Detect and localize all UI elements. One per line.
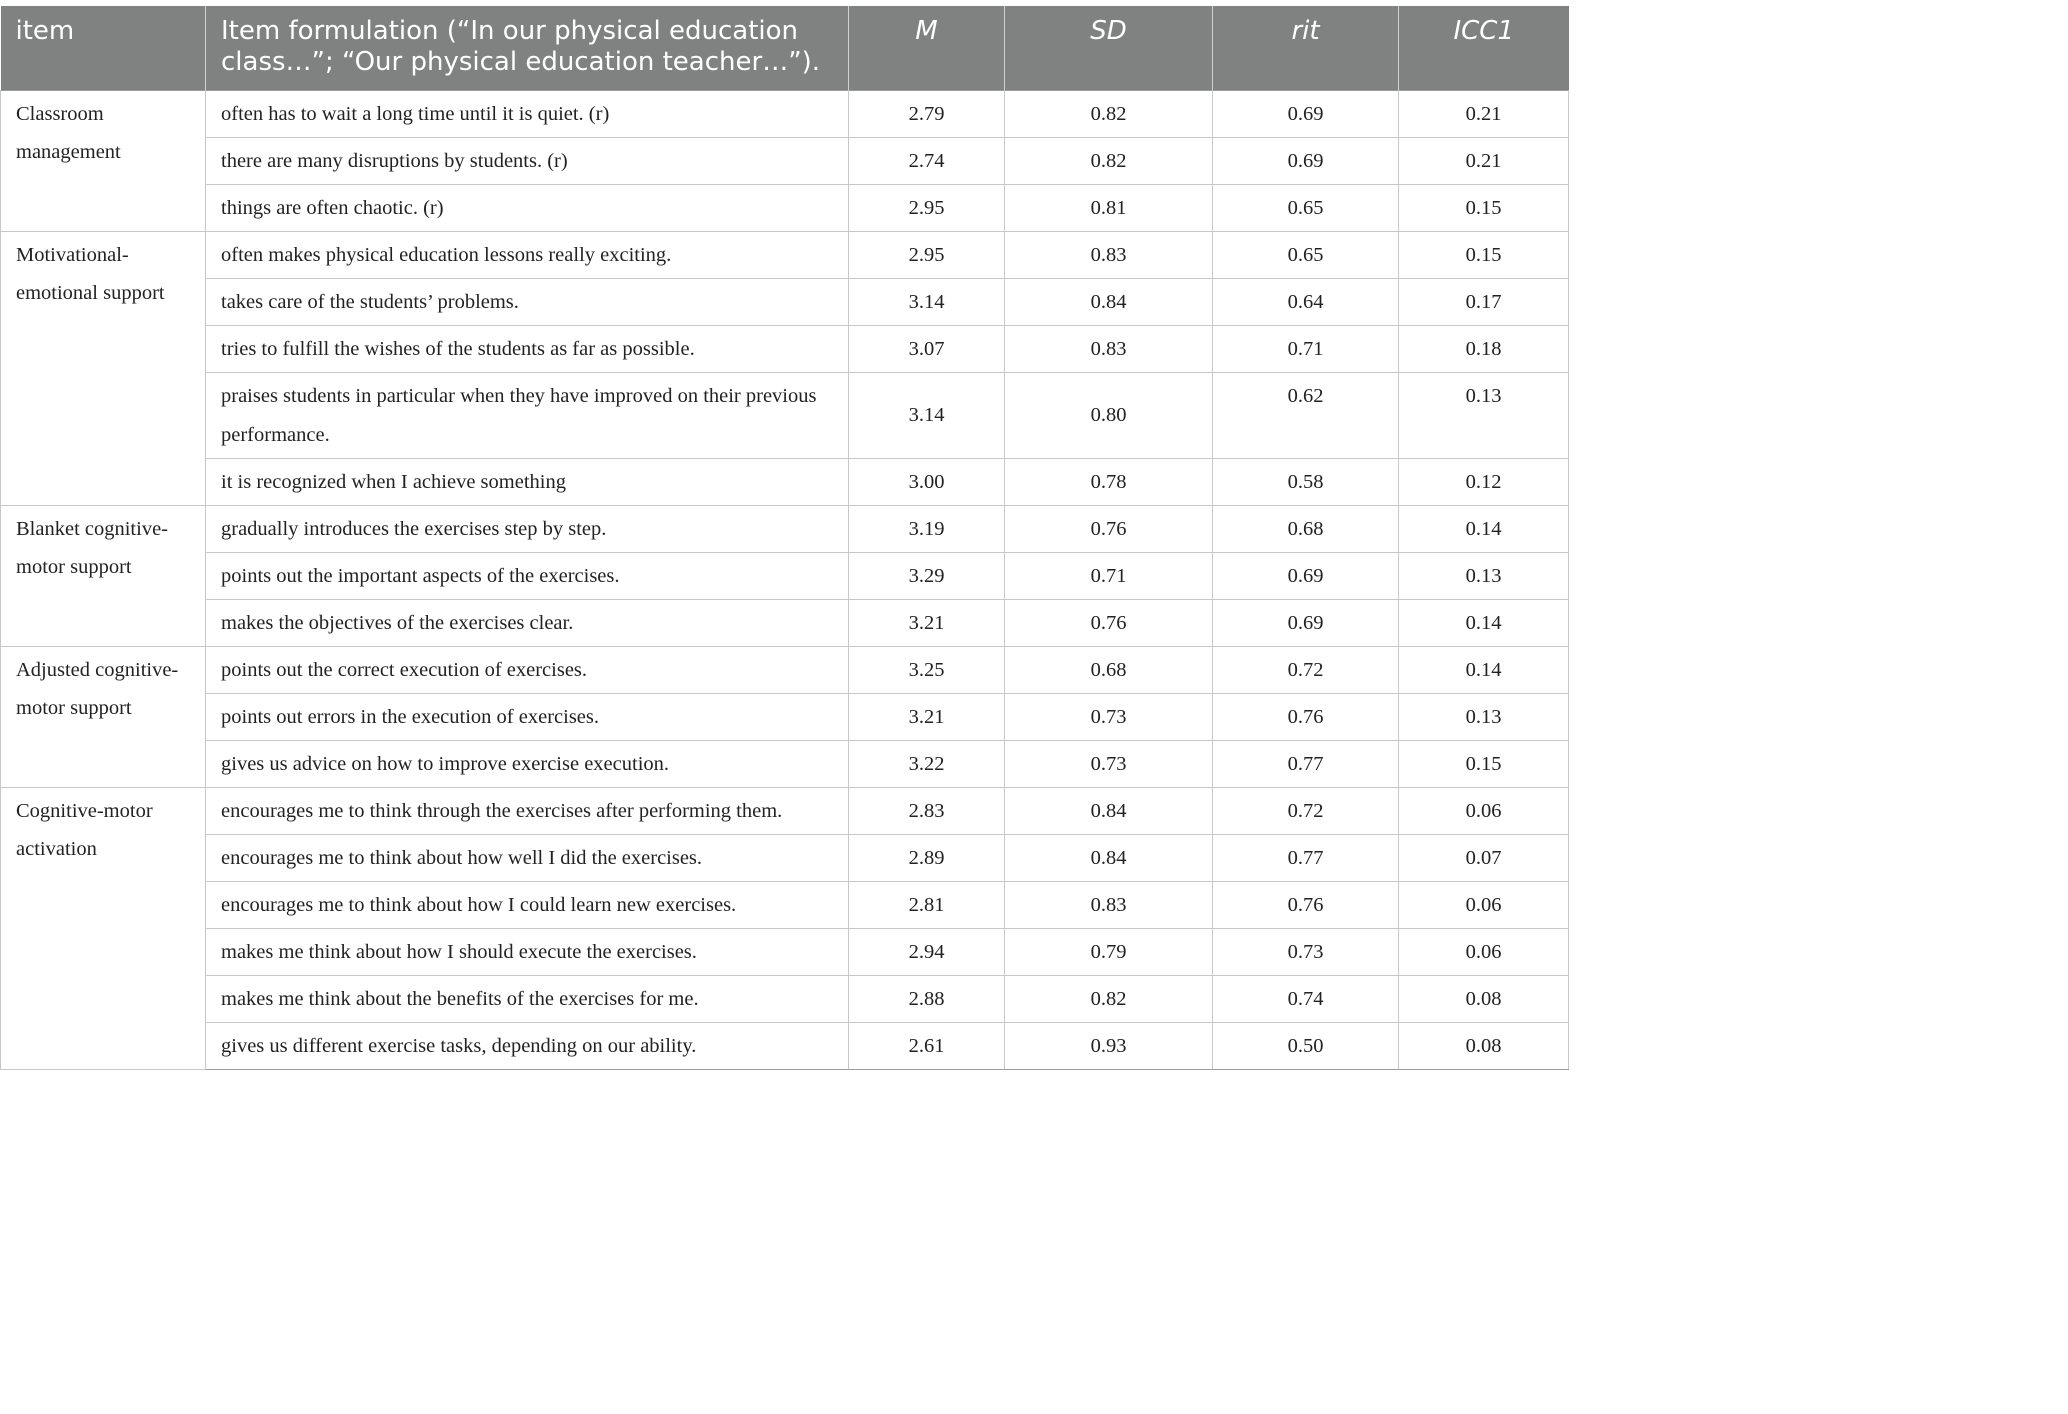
- value-m: 3.07: [849, 325, 1005, 372]
- table-row: [1, 231, 1569, 278]
- value-rit: 0.58: [1213, 458, 1399, 505]
- value-rit: 0.50: [1213, 1022, 1399, 1069]
- table-row: [1, 928, 1569, 975]
- item-formulation: makes me think about the benefits of the exercises for me.: [206, 975, 849, 1022]
- value-rit: 0.65: [1213, 184, 1399, 231]
- item-statistics-table: [0, 6, 1569, 1070]
- header-row: [1, 6, 1569, 90]
- value-sd: 0.81: [1005, 184, 1213, 231]
- table-row: [1, 278, 1569, 325]
- value-sd: 0.84: [1005, 834, 1213, 881]
- item-formulation: makes me think about how I should execute the exercises.: [206, 928, 849, 975]
- table-row: [1, 693, 1569, 740]
- value-m: 2.94: [849, 928, 1005, 975]
- item-formulation: tries to fulfill the wishes of the students as far as possible.: [206, 325, 849, 372]
- value-m: 2.83: [849, 787, 1005, 834]
- table-row: [1, 372, 1569, 458]
- value-sd: 0.84: [1005, 787, 1213, 834]
- table-row: [1, 881, 1569, 928]
- table-row: [1, 505, 1569, 552]
- value-rit: 0.76: [1213, 693, 1399, 740]
- table-row: [1, 599, 1569, 646]
- item-formulation: there are many disruptions by students. (r): [206, 137, 849, 184]
- item-formulation: things are often chaotic. (r): [206, 184, 849, 231]
- table-row: [1, 646, 1569, 693]
- value-icc1: 0.18: [1399, 325, 1569, 372]
- value-m: 2.89: [849, 834, 1005, 881]
- value-m: 3.25: [849, 646, 1005, 693]
- value-icc1: 0.15: [1399, 231, 1569, 278]
- item-formulation: gradually introduces the exercises step by step.: [206, 505, 849, 552]
- value-icc1: 0.13: [1399, 372, 1569, 458]
- value-rit: 0.65: [1213, 231, 1399, 278]
- value-rit: 0.68: [1213, 505, 1399, 552]
- table-row: [1, 834, 1569, 881]
- value-icc1: 0.14: [1399, 646, 1569, 693]
- value-sd: 0.83: [1005, 325, 1213, 372]
- item-formulation: points out errors in the execution of exercises.: [206, 693, 849, 740]
- item-formulation: makes the objectives of the exercises clear.: [206, 599, 849, 646]
- table-row: [1, 325, 1569, 372]
- value-m: 2.79: [849, 90, 1005, 137]
- value-m: 3.21: [849, 599, 1005, 646]
- header-sd: SD: [1005, 6, 1213, 90]
- value-icc1: 0.13: [1399, 552, 1569, 599]
- value-icc1: 0.13: [1399, 693, 1569, 740]
- value-m: 3.22: [849, 740, 1005, 787]
- item-formulation: encourages me to think about how well I did the exercises.: [206, 834, 849, 881]
- item-formulation: it is recognized when I achieve something: [206, 458, 849, 505]
- value-rit: 0.77: [1213, 740, 1399, 787]
- table-row: [1, 975, 1569, 1022]
- table-row: [1, 552, 1569, 599]
- table-row: [1, 740, 1569, 787]
- value-icc1: 0.06: [1399, 881, 1569, 928]
- item-formulation: points out the correct execution of exercises.: [206, 646, 849, 693]
- value-sd: 0.73: [1005, 740, 1213, 787]
- value-m: 2.74: [849, 137, 1005, 184]
- group-label: Blanket cognitive-motor support: [1, 505, 206, 646]
- table-row: [1, 787, 1569, 834]
- group-label: Adjusted cognitive-motor support: [1, 646, 206, 787]
- value-sd: 0.82: [1005, 90, 1213, 137]
- table-row: [1, 458, 1569, 505]
- value-rit: 0.76: [1213, 881, 1399, 928]
- value-m: 3.14: [849, 372, 1005, 458]
- value-rit: 0.69: [1213, 90, 1399, 137]
- value-sd: 0.68: [1005, 646, 1213, 693]
- value-m: 3.00: [849, 458, 1005, 505]
- value-icc1: 0.12: [1399, 458, 1569, 505]
- item-formulation: praises students in particular when they have improved on their previous performance.: [206, 372, 849, 458]
- value-icc1: 0.08: [1399, 1022, 1569, 1069]
- header-rit: rit: [1213, 6, 1399, 90]
- header-m: M: [849, 6, 1005, 90]
- value-rit: 0.73: [1213, 928, 1399, 975]
- value-rit: 0.72: [1213, 787, 1399, 834]
- value-rit: 0.69: [1213, 599, 1399, 646]
- value-m: 2.88: [849, 975, 1005, 1022]
- value-icc1: 0.06: [1399, 928, 1569, 975]
- value-sd: 0.83: [1005, 231, 1213, 278]
- value-m: 3.29: [849, 552, 1005, 599]
- value-rit: 0.69: [1213, 137, 1399, 184]
- value-m: 3.21: [849, 693, 1005, 740]
- item-formulation: often makes physical education lessons really exciting.: [206, 231, 849, 278]
- item-formulation: takes care of the students’ problems.: [206, 278, 849, 325]
- value-rit: 0.64: [1213, 278, 1399, 325]
- group-label: Classroom management: [1, 90, 206, 231]
- value-rit: 0.69: [1213, 552, 1399, 599]
- group-label: Cognitive-motor activation: [1, 787, 206, 1069]
- value-icc1: 0.14: [1399, 599, 1569, 646]
- header-item: item: [1, 6, 206, 90]
- value-m: 2.61: [849, 1022, 1005, 1069]
- header-icc1: ICC1: [1399, 6, 1569, 90]
- value-sd: 0.93: [1005, 1022, 1213, 1069]
- value-m: 2.81: [849, 881, 1005, 928]
- value-sd: 0.76: [1005, 599, 1213, 646]
- value-icc1: 0.08: [1399, 975, 1569, 1022]
- value-m: 3.19: [849, 505, 1005, 552]
- value-rit: 0.72: [1213, 646, 1399, 693]
- value-icc1: 0.07: [1399, 834, 1569, 881]
- value-sd: 0.84: [1005, 278, 1213, 325]
- value-icc1: 0.17: [1399, 278, 1569, 325]
- item-formulation: often has to wait a long time until it is quiet. (r): [206, 90, 849, 137]
- header-formulation: Item formulation (“In our physical education class…”; “Our physical education teacher…”).: [206, 6, 849, 90]
- value-m: 3.14: [849, 278, 1005, 325]
- item-formulation: gives us different exercise tasks, depending on our ability.: [206, 1022, 849, 1069]
- value-sd: 0.73: [1005, 693, 1213, 740]
- table-row: [1, 90, 1569, 137]
- value-icc1: 0.21: [1399, 90, 1569, 137]
- value-sd: 0.82: [1005, 975, 1213, 1022]
- value-sd: 0.79: [1005, 928, 1213, 975]
- item-formulation: encourages me to think through the exercises after performing them.: [206, 787, 849, 834]
- value-sd: 0.83: [1005, 881, 1213, 928]
- group-label: Motivational-emotional support: [1, 231, 206, 505]
- table-row: [1, 184, 1569, 231]
- item-formulation: encourages me to think about how I could learn new exercises.: [206, 881, 849, 928]
- value-rit: 0.62: [1213, 372, 1399, 458]
- value-sd: 0.82: [1005, 137, 1213, 184]
- table-row: [1, 1022, 1569, 1069]
- item-formulation: points out the important aspects of the exercises.: [206, 552, 849, 599]
- item-formulation: gives us advice on how to improve exercise execution.: [206, 740, 849, 787]
- value-sd: 0.71: [1005, 552, 1213, 599]
- value-icc1: 0.21: [1399, 137, 1569, 184]
- value-rit: 0.77: [1213, 834, 1399, 881]
- value-icc1: 0.15: [1399, 740, 1569, 787]
- value-sd: 0.76: [1005, 505, 1213, 552]
- value-sd: 0.80: [1005, 372, 1213, 458]
- value-icc1: 0.15: [1399, 184, 1569, 231]
- table-row: [1, 137, 1569, 184]
- value-icc1: 0.06: [1399, 787, 1569, 834]
- value-rit: 0.74: [1213, 975, 1399, 1022]
- value-icc1: 0.14: [1399, 505, 1569, 552]
- value-m: 2.95: [849, 184, 1005, 231]
- table-body: [1, 90, 1569, 1069]
- value-m: 2.95: [849, 231, 1005, 278]
- value-sd: 0.78: [1005, 458, 1213, 505]
- value-rit: 0.71: [1213, 325, 1399, 372]
